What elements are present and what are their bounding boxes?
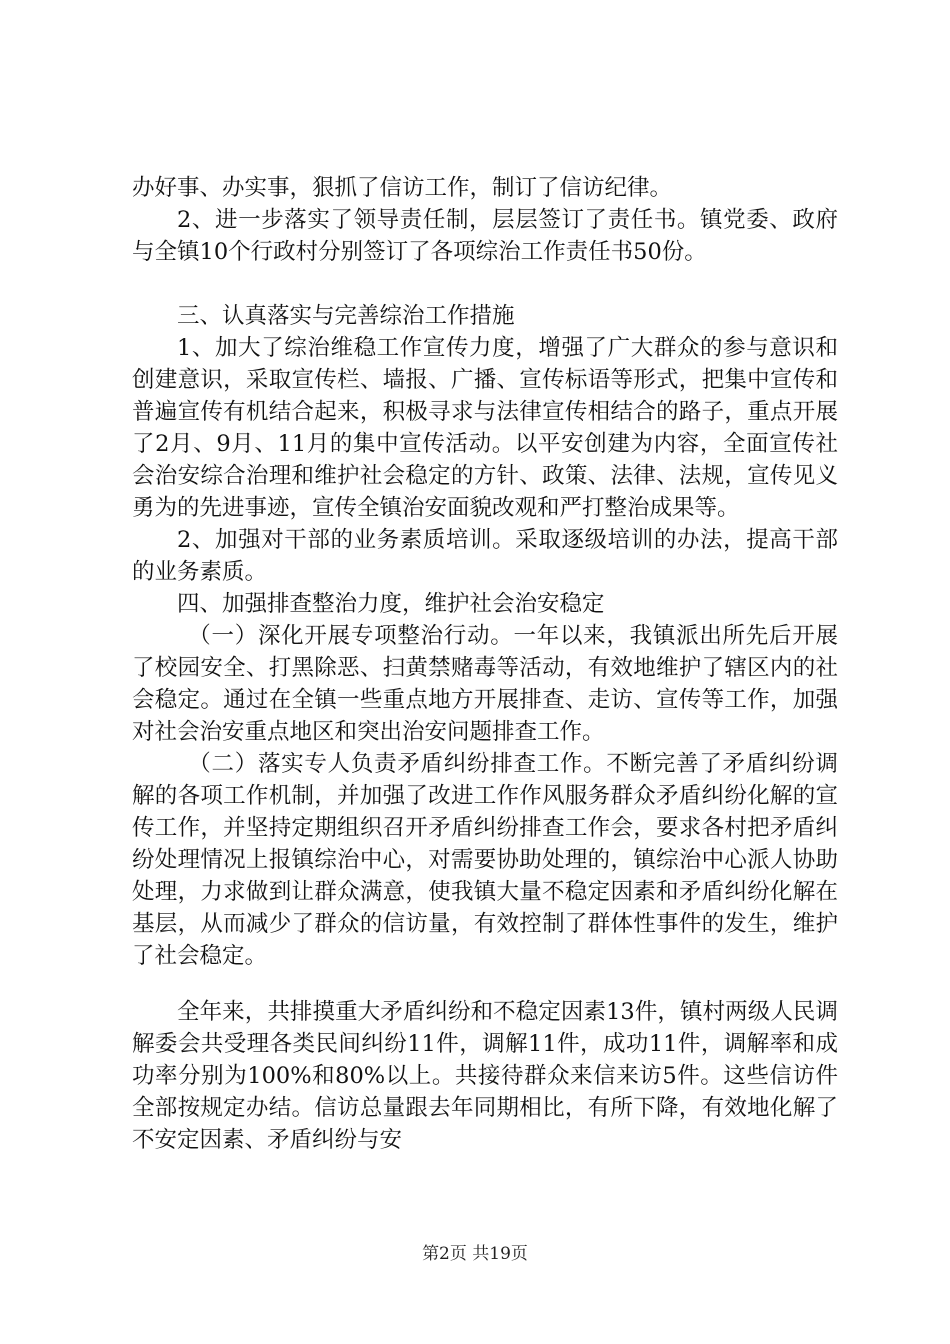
paragraph-dispute-investigation: （二）落实专人负责矛盾纠纷排查工作。不断完善了矛盾纠纷调解的各项工作机制，并加强了改进工作作风服务群众矛盾纠纷化解的宣传工作，并坚持定期组织召开矛盾纠纷排查工作会，要求各村把矛盾纠纷处理情况上报镇综治中心，对需要协助处理的，镇综治中心派人协助处理，力求做到让群众满意，使我镇大量不稳定因素和矛盾纠纷化解在基层，从而减少了群众的信访量，有效控制了群体性事件的发生，维护了社会稳定。	[132, 751, 838, 969]
paragraph-publicity: 1、加大了综治维稳工作宣传力度，增强了广大群众的参与意识和创建意识，采取宣传栏、墙报、广播、宣传标语等形式，把集中宣传和普遍宣传有机结合起来，积极寻求与法律宣传相结合的路子，重点开展了2月、9月、11月的集中宣传活动。以平安创建为内容，全面宣传社会治安综合治理和维护社会稳定的方针、政策、法律、法规，宣传见义勇为的先进事迹，宣传全镇治安面貌改观和严打整治成果等。	[132, 335, 838, 521]
paragraph-annual-summary: 全年来，共排摸重大矛盾纠纷和不稳定因素13件，镇村两级人民调解委会共受理各类民间纠纷11件，调解11件，成功11件，调解率和成功率分别为100%和80%以上。共接待群众来信来访5件。这些信访件全部按规定办结。信访总量跟去年同期相比，有所下降，有效地化解了不安定因素、矛盾纠纷与安	[132, 999, 838, 1153]
paragraph-gap	[132, 972, 838, 996]
paragraph-training: 2、加强对干部的业务素质培训。采取逐级培训的办法，提高干部的业务素质。	[132, 527, 838, 585]
section-heading-three: 三、认真落实与完善综治工作措施	[177, 303, 515, 329]
paragraph-responsibility: 2、进一步落实了领导责任制，层层签订了责任书。镇党委、政府与全镇10个行政村分别签订了各项综治工作责任书50份。	[132, 207, 838, 265]
section-heading-four: 四、加强排查整治力度，维护社会治安稳定	[177, 591, 605, 617]
paragraph-continuation: 办好事、办实事，狠抓了信访工作，制订了信访纪律。	[132, 175, 673, 201]
document-body	[132, 172, 838, 1156]
page-number-footer: 第2页 共19页	[422, 1244, 528, 1264]
paragraph-gap	[132, 268, 838, 300]
paragraph-special-rectification: （一）深化开展专项整治行动。一年以来，我镇派出所先后开展了校园安全、打黑除恶、扫黄禁赌毒等活动，有效地维护了辖区内的社会稳定。通过在全镇一些重点地方开展排查、走访、宣传等工作，加强对社会治安重点地区和突出治安问题排查工作。	[132, 623, 838, 745]
